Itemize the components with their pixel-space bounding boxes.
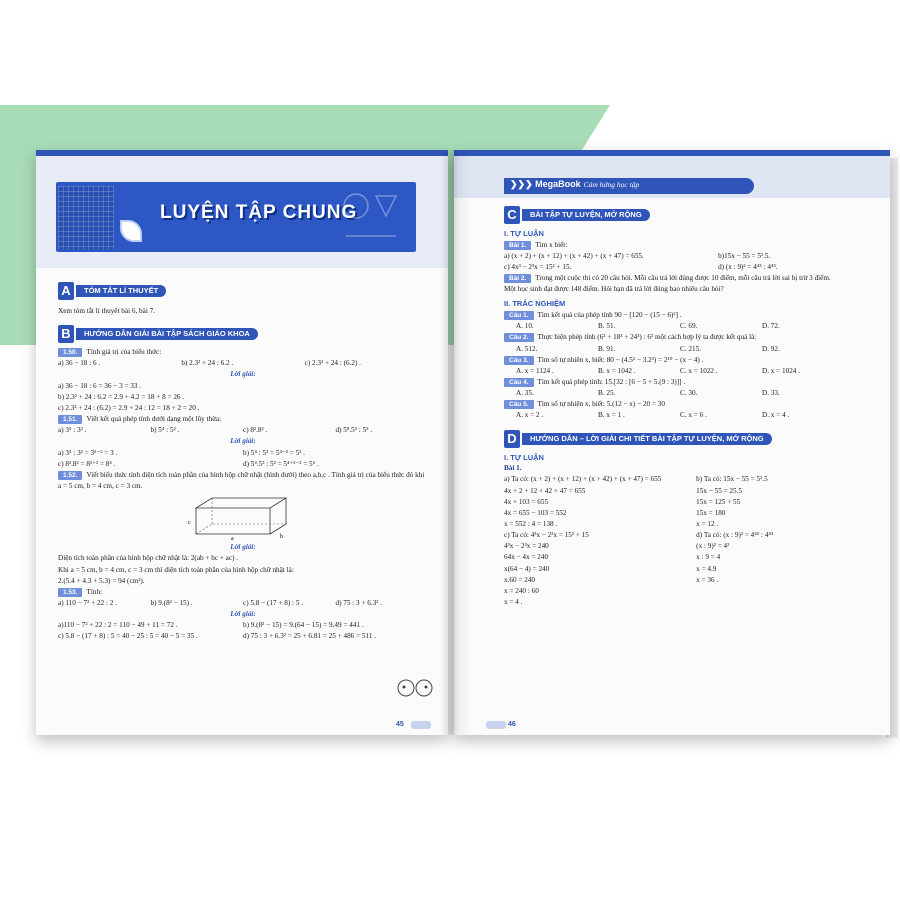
option: c) 5.8 − (17 + 8) : 5 . <box>243 598 304 607</box>
question-text: Thực hiện phép tính (6³ + 18³ + 24³) : 6³ một cách hợp lý ta được kết quả là: <box>537 333 757 342</box>
option: d) 5⁸.5³ : 5⁵ . <box>335 426 373 435</box>
solution-line: x : 9 = 4 <box>696 553 721 562</box>
solution-line: x = 36 . <box>696 575 719 584</box>
dimension-label: c <box>188 520 191 527</box>
solution-line: 4x + 103 = 655 <box>504 497 549 506</box>
question-tag: Câu 5. <box>504 400 534 409</box>
exercise-tag: 1.51. <box>58 415 82 424</box>
section-b-header <box>58 325 428 343</box>
mcq-4 <box>504 377 844 399</box>
solution-line: 2.(5.4 + 4.3 + 5.3) = 94 (cm²). <box>58 576 145 585</box>
option: c) 8².8² . <box>243 426 268 435</box>
solution-line: d) Ta có: (x : 9)² = 4⁴⁵ : 4⁴³ <box>696 531 774 540</box>
right-page <box>454 150 890 735</box>
section-d-header <box>504 430 844 448</box>
math-doodle-icon <box>336 186 406 246</box>
solution-line: 15x − 55 = 25.5 <box>696 486 743 495</box>
page-number: 46 <box>508 721 516 728</box>
brand-logo: ❯❯❯ MegaBook Cảm hứng học tập <box>510 179 640 189</box>
dimension-label: a <box>231 536 234 541</box>
solution-line: Khi a = 5 cm, b = 4 cm, c = 3 cm thì diện tích toàn phần của hình hộp chữ nhật là: <box>58 565 294 574</box>
book-gutter <box>441 150 471 735</box>
solution-line: x = 240 : 60 <box>504 586 539 595</box>
mcq-1 <box>504 310 844 332</box>
question-text: Trong một cuộc thi có 20 câu hỏi. Mỗi câu trả lời đúng được 10 điểm, mỗi câu trả lời sai bị trừ 3 điểm. Một học sinh đạt được 148 điểm. Hỏi bạn đã trả lời đúng bao nhiêu câu hỏi? <box>504 274 831 294</box>
exercise-bai-2 <box>504 273 844 295</box>
exercise-tag: 1.52. <box>58 471 82 480</box>
solution-line: Diện tích toàn phần của hình hộp chữ nhật là: 2(ab + bc + ac) . <box>58 554 239 563</box>
solution-line: 15x = 125 + 55 <box>696 497 741 506</box>
solution-line: 4x = 655 − 103 = 552 <box>504 508 567 517</box>
left-content <box>58 282 428 643</box>
section-title: HƯỚNG DẪN GIẢI BÀI TẬP SÁCH GIÁO KHOA <box>76 328 258 340</box>
solution-line: x = 4.9 <box>696 564 717 573</box>
brand-name: MegaBook <box>535 179 581 189</box>
solution-line: x = 12 . <box>696 520 719 528</box>
option: a) (x + 2) + (x + 12) + (x + 42) + (x + 47) = 655. <box>504 251 644 260</box>
mascot-icon <box>396 678 436 698</box>
solution-line: x(64 − 4) = 240 <box>504 564 550 573</box>
answer-option: D. x = 4 . <box>762 411 790 420</box>
box-figure <box>58 492 428 542</box>
solution-line: b) 5⁴ : 5² = 5⁴⁻² = 5² . <box>243 448 305 457</box>
section-a-header <box>58 282 428 300</box>
brand-slogan: Cảm hứng học tập <box>583 180 640 189</box>
solution-line: c) 5.8 − (17 + 8) : 5 = 40 − 25 : 5 = 40 − 5 = 35 . <box>58 632 198 641</box>
options-row <box>504 262 844 273</box>
answer-option: A. x = 2 . <box>516 411 544 420</box>
page-number-tab <box>486 721 506 729</box>
option: b) 2.3² + 24 : 6.2 . <box>181 359 234 368</box>
options-row <box>58 358 428 369</box>
exercise-1-52 <box>58 470 428 492</box>
answer-option: A. 10. <box>516 322 534 331</box>
section-c-header <box>504 206 844 224</box>
solution-line: b) 2.3² + 24 : 6.2 = 2.9 + 4.2 = 18 + 8 = 26 . <box>58 392 185 401</box>
option: a) 110 − 7² + 22 : 2 . <box>58 598 117 607</box>
answer-option: B. 51. <box>598 322 616 331</box>
solution-label: Lời giải: <box>230 543 256 552</box>
open-book <box>36 150 896 750</box>
answer-option: C. x = 1022 . <box>680 366 718 375</box>
solution-line: x.60 = 240 <box>504 575 536 584</box>
answer-option: D. 33. <box>762 389 780 398</box>
right-content <box>504 206 844 608</box>
subsection-title: II. TRẮC NGHIỆM <box>504 299 566 309</box>
section-letter: B <box>58 325 74 343</box>
exercise-tag: Bài 2. <box>504 274 531 283</box>
solution-line: 4³x − 2³x = 240 <box>504 542 549 551</box>
section-letter: D <box>504 430 520 448</box>
answer-option: B. 91. <box>598 344 616 353</box>
solution-row <box>58 448 428 459</box>
answer-option: D. 72. <box>762 322 780 331</box>
option: a) 36 − 18 : 6 . <box>58 359 101 368</box>
solution-line: 15x = 180 <box>696 508 726 517</box>
option: b) 5⁴ : 5² . <box>150 426 180 435</box>
answer-option: D. 92. <box>762 344 780 353</box>
question-text: Viết kết quả phép tính dưới dạng một lũy thừa: <box>86 415 222 424</box>
question-text: Tính giá trị của biểu thức: <box>86 348 162 357</box>
solution-line: d) 75 : 3 + 6.3² = 25 + 6.81 = 25 + 486 = 511 . <box>243 632 377 641</box>
exercise-tag: 1.53. <box>58 588 82 597</box>
option: a) 3⁵ : 3² . <box>58 426 87 435</box>
answer-option: C. x = 6 . <box>680 411 707 420</box>
question-text: Viết biểu thức tính diện tích toàn phần của hình hộp chữ nhật (hình dưới) theo a,b,c . Tính giá trị của biểu thức đó khi a = 5 cm, b = 4 cm, c = 3 cm. <box>58 470 425 491</box>
option: b) 9.(8² − 15) . <box>150 598 193 607</box>
solution-line: (x : 9)² = 4² <box>696 542 730 551</box>
solution-line: a) 3⁵ : 3² = 3⁵⁻² = 3 . <box>58 448 118 457</box>
solution-label: Lời giải: <box>230 370 256 379</box>
answer-option: A. x = 1124 . <box>516 366 554 375</box>
exercise-1-51 <box>58 414 428 425</box>
section-letter: A <box>58 282 74 300</box>
solution-label: Lời giải: <box>230 610 256 619</box>
page-title: LUYỆN TẬP CHUNG <box>160 202 358 223</box>
option: c) 4x³ − 2³x = 15² + 15. <box>504 262 572 271</box>
answer-option: B. 25. <box>598 389 616 398</box>
options-row <box>58 425 428 436</box>
mcq-5 <box>504 399 844 421</box>
solution-line: a)110 − 7² + 22 : 2 = 110 − 49 + 11 = 72 . <box>58 621 178 630</box>
question-text: Tìm kết quả của phép tính 90 − [120 − (15 − 6)²] . <box>537 311 682 320</box>
page-number: 45 <box>396 721 404 728</box>
solution-col-left <box>504 474 696 608</box>
question-text: Tìm số tự nhiên x, biết: 80 − (4.5² − 3.2³) = 2¹⁰ − (x − 4) . <box>537 355 704 364</box>
section-title: TÓM TẮT LÍ THUYẾT <box>76 285 166 297</box>
solution-col-right <box>696 474 844 586</box>
solution-row <box>58 620 428 631</box>
question-tag: Câu 1. <box>504 311 534 320</box>
left-page <box>36 150 448 735</box>
solution-row <box>58 631 428 642</box>
option: b)15x − 55 = 5².5. <box>718 251 771 260</box>
exercise-1-53 <box>58 587 428 598</box>
solution-line: d) 5⁴.5³ : 5² = 5⁴⁺³⁻² = 5⁵ . <box>243 459 319 468</box>
question-tag: Câu 4. <box>504 378 534 387</box>
left-page-header <box>36 156 448 268</box>
solution-line: a) Ta có: (x + 2) + (x + 12) + (x + 42) + (x + 47) = 655 <box>504 475 662 484</box>
solution-line: x = 4 . <box>504 598 523 607</box>
grid-pattern <box>58 186 114 250</box>
solution-label: Lời giải: <box>230 437 256 446</box>
answer-option: D. x = 1024 . <box>762 366 800 375</box>
answer-option: A. 35. <box>516 389 534 398</box>
exercise-bai-1 <box>504 240 844 251</box>
section-title: BÀI TẬP TỰ LUYỆN, MỞ RỘNG <box>522 209 650 221</box>
solution-row <box>58 459 428 470</box>
exercise-tag: Bài 1. <box>504 241 531 250</box>
question-text: Tìm x biết: <box>535 240 568 249</box>
options-row <box>504 251 844 262</box>
page-number-tab <box>411 721 431 729</box>
solution-line: 4x + 2 + 12 + 42 + 47 = 655 <box>504 486 586 495</box>
section-letter: C <box>504 206 520 224</box>
option: c) 2.3² + 24 : (6.2) . <box>304 359 361 368</box>
question-text: Tính: <box>86 587 103 596</box>
exercise-1-50 <box>58 347 428 358</box>
solution-line: c) 8².8² = 8²⁺² = 8⁴ . <box>58 459 116 468</box>
exercise-tag: 1.50. <box>58 348 82 357</box>
option: d) (x : 9)² = 4⁴⁵ : 4⁴³. <box>718 262 778 271</box>
solution-title: Bài 1. <box>504 464 522 473</box>
solution-line: a) 36 − 18 : 6 = 36 − 3 = 33 . <box>58 381 142 390</box>
solution-line: c) Ta có: 4³x − 2³x = 15² + 15 <box>504 531 589 540</box>
theory-note: Xem tóm tắt lí thuyết bài 6, bài 7. <box>58 307 156 315</box>
mcq-3 <box>504 355 844 377</box>
solution-line: x = 552 : 4 = 138 . <box>504 520 558 528</box>
subsection-title: I. TỰ LUẬN <box>504 452 544 462</box>
options-row <box>58 598 428 609</box>
subsection-title: I. TỰ LUẬN <box>504 229 544 238</box>
answer-option: B. x = 1042 . <box>598 366 636 375</box>
answer-option: C. 69. <box>680 322 698 331</box>
mcq-2 <box>504 332 844 354</box>
answer-option: C. 30. <box>680 389 698 398</box>
solution-line: b) Ta có: 15x − 55 = 5².5 <box>696 475 768 484</box>
answer-option: C. 215. <box>680 344 701 353</box>
answer-option: B. x = 1 . <box>598 411 625 420</box>
solution-line: 64x − 4x = 240 <box>504 553 549 562</box>
solution-columns <box>504 474 844 608</box>
question-tag: Câu 3. <box>504 356 534 365</box>
option: d) 75 : 3 + 6.3² . <box>335 598 383 607</box>
question-tag: Câu 2. <box>504 333 534 342</box>
solution-line: c) 2.3² + 24 : (6.2) = 2.9 + 24 : 12 = 18 + 2 = 20 . <box>58 403 200 412</box>
answer-option: A. 512. <box>516 344 538 353</box>
dimension-label: b <box>280 534 283 541</box>
section-title: HƯỚNG DẪN – LỜI GIẢI CHI TIẾT BÀI TẬP TỰ LUYỆN, MỞ RỘNG <box>522 433 772 445</box>
solution-line: b) 9.(8² − 15) = 9.(64 − 15) = 9.49 = 441 . <box>243 621 364 630</box>
question-text: Tìm số tự nhiên x, biết: 5.(12 − x) − 20 = 30 <box>537 400 665 409</box>
rectangular-box-figure <box>186 494 296 540</box>
question-text: Tìm kết quả phép tính: 15.[32 : [6 − 5 + 5.(9 : 3)]] . <box>537 377 686 386</box>
